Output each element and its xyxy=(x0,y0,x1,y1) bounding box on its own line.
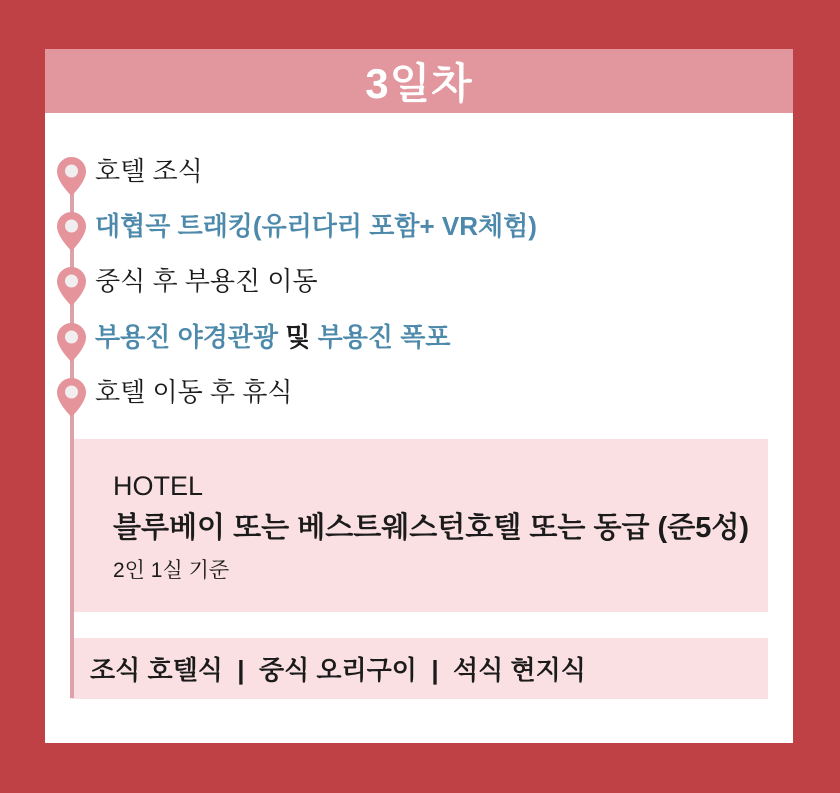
meal-info-box xyxy=(71,638,768,699)
map-pin-icon xyxy=(57,157,86,196)
hotel-info-box xyxy=(71,439,768,612)
map-pin-icon xyxy=(57,267,86,306)
day-title: 3일차 xyxy=(365,60,473,107)
timeline-item-hotel-breakfast: 호텔 조식 xyxy=(95,156,203,186)
hotel-occupancy-note: 2인 1실 기준 xyxy=(113,559,230,582)
timeline-item-hotel-rest: 호텔 이동 후 휴식 xyxy=(95,377,293,407)
map-pin-icon xyxy=(57,212,86,251)
timeline-item-grand-canyon-trekking: 대협곡 트래킹(유리다리 포함+ VR체험) xyxy=(95,211,537,241)
timeline-item-night-tour-part1: 부용진 야경관광 xyxy=(95,322,279,352)
day-header xyxy=(45,49,793,113)
timeline-item-night-tour-part2: 및 xyxy=(278,322,318,352)
meal-text: 조식 호텔식 | 중식 오리구이 | 석식 현지식 xyxy=(90,655,586,685)
map-pin-icon xyxy=(57,323,86,362)
timeline-item-night-tour-part3: 부용진 폭포 xyxy=(317,322,451,352)
hotel-label: HOTEL xyxy=(113,471,204,501)
timeline-item-night-tour xyxy=(95,321,450,353)
map-pin-icon xyxy=(57,378,86,417)
hotel-name: 블루베이 또는 베스트웨스턴호텔 또는 동급 (준5성) xyxy=(113,512,750,544)
timeline-item-lunch-move: 중식 후 부용진 이동 xyxy=(95,266,318,296)
